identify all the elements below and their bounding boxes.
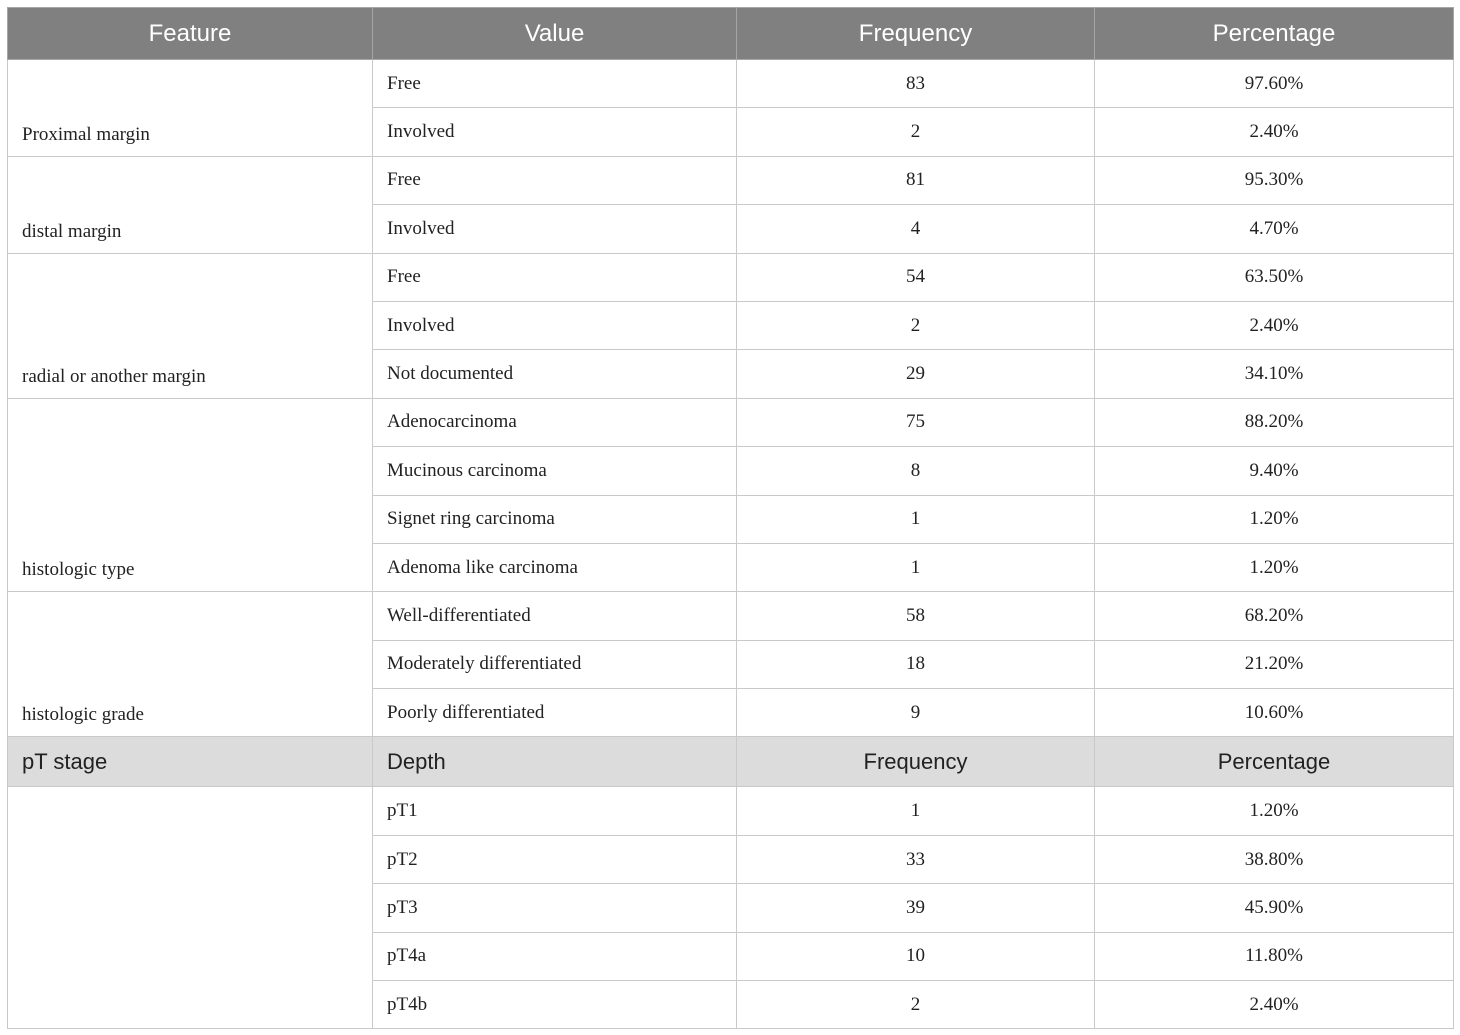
value-cell: Free — [373, 60, 737, 108]
frequency-cell: 1 — [737, 495, 1095, 543]
percentage-cell: 1.20% — [1095, 543, 1454, 591]
value-cell: Involved — [373, 205, 737, 253]
value-cell: Adenoma like carcinoma — [373, 543, 737, 591]
frequency-cell: 9 — [737, 689, 1095, 737]
frequency-cell: 29 — [737, 350, 1095, 398]
percentage-cell: 38.80% — [1095, 835, 1454, 883]
value-cell: Well-differentiated — [373, 592, 737, 640]
percentage-cell: 2.40% — [1095, 301, 1454, 349]
value-cell: Not documented — [373, 350, 737, 398]
frequency-cell: 1 — [737, 543, 1095, 591]
percentage-cell: 1.20% — [1095, 787, 1454, 835]
feature-cell-empty — [8, 787, 373, 1029]
table-row — [8, 787, 1454, 835]
feature-cell: distal margin — [8, 156, 373, 253]
percentage-cell: 97.60% — [1095, 60, 1454, 108]
percentage-cell: 95.30% — [1095, 156, 1454, 204]
frequency-cell: 83 — [737, 60, 1095, 108]
value-cell: pT2 — [373, 835, 737, 883]
frequency-cell: 54 — [737, 253, 1095, 301]
value-cell: Involved — [373, 108, 737, 156]
percentage-cell: 2.40% — [1095, 981, 1454, 1029]
value-cell: Free — [373, 156, 737, 204]
subheader-value: Depth — [373, 737, 737, 787]
percentage-cell: 45.90% — [1095, 884, 1454, 932]
frequency-cell: 81 — [737, 156, 1095, 204]
table-body — [8, 60, 1454, 1029]
table-row — [8, 592, 1454, 640]
value-cell: Poorly differentiated — [373, 689, 737, 737]
percentage-cell: 88.20% — [1095, 398, 1454, 446]
value-cell: Adenocarcinoma — [373, 398, 737, 446]
table-row — [8, 60, 1454, 108]
value-cell: Involved — [373, 301, 737, 349]
frequency-cell: 10 — [737, 932, 1095, 980]
header-percentage: Percentage — [1095, 8, 1454, 60]
value-cell: pT4b — [373, 981, 737, 1029]
pt-stage-subheader-row — [8, 737, 1454, 787]
value-cell: Signet ring carcinoma — [373, 495, 737, 543]
frequency-cell: 75 — [737, 398, 1095, 446]
header-value: Value — [373, 8, 737, 60]
frequency-cell: 33 — [737, 835, 1095, 883]
header-frequency: Frequency — [737, 8, 1095, 60]
percentage-cell: 21.20% — [1095, 640, 1454, 688]
percentage-cell: 4.70% — [1095, 205, 1454, 253]
feature-cell: histologic type — [8, 398, 373, 592]
frequency-cell: 4 — [737, 205, 1095, 253]
table-row — [8, 398, 1454, 446]
subheader-frequency: Frequency — [737, 737, 1095, 787]
header-row — [8, 8, 1454, 60]
table-row — [8, 156, 1454, 204]
percentage-cell: 63.50% — [1095, 253, 1454, 301]
percentage-cell: 9.40% — [1095, 447, 1454, 495]
percentage-cell: 10.60% — [1095, 689, 1454, 737]
table-row — [8, 253, 1454, 301]
frequency-cell: 39 — [737, 884, 1095, 932]
percentage-cell: 11.80% — [1095, 932, 1454, 980]
table-header — [8, 8, 1454, 60]
feature-cell: histologic grade — [8, 592, 373, 737]
frequency-cell: 2 — [737, 108, 1095, 156]
frequency-cell: 8 — [737, 447, 1095, 495]
frequency-cell: 1 — [737, 787, 1095, 835]
value-cell: Moderately differentiated — [373, 640, 737, 688]
frequency-cell: 2 — [737, 981, 1095, 1029]
frequency-cell: 58 — [737, 592, 1095, 640]
value-cell: pT1 — [373, 787, 737, 835]
subheader-feature: pT stage — [8, 737, 373, 787]
feature-cell: radial or another margin — [8, 253, 373, 398]
frequency-cell: 2 — [737, 301, 1095, 349]
header-feature: Feature — [8, 8, 373, 60]
pathology-features-table — [7, 7, 1454, 1029]
frequency-cell: 18 — [737, 640, 1095, 688]
percentage-cell: 2.40% — [1095, 108, 1454, 156]
value-cell: Mucinous carcinoma — [373, 447, 737, 495]
percentage-cell: 34.10% — [1095, 350, 1454, 398]
value-cell: pT3 — [373, 884, 737, 932]
subheader-percentage: Percentage — [1095, 737, 1454, 787]
percentage-cell: 68.20% — [1095, 592, 1454, 640]
feature-cell: Proximal margin — [8, 60, 373, 157]
value-cell: Free — [373, 253, 737, 301]
value-cell: pT4a — [373, 932, 737, 980]
percentage-cell: 1.20% — [1095, 495, 1454, 543]
